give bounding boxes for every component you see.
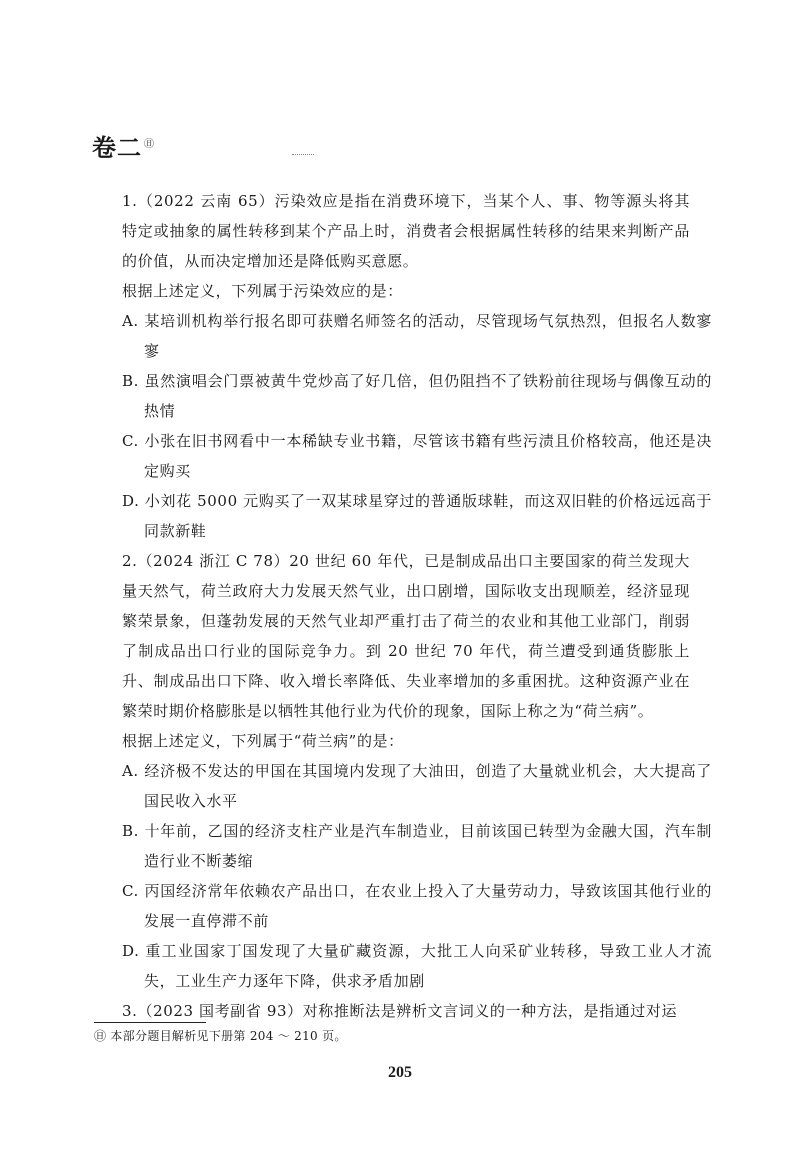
question-1-stem: 1.（2022 云南 65）污染效应是指在消费环境下，当某个人、事、物等源头将其特定或抽象的属性转移到某个产品上时，消费者会根据属性转移的结果来判断产品的价值，从而决定增加还是降低购买意愿。 xyxy=(122,192,690,270)
question-2-prompt: 根据上述定义，下列属于“荷兰病”的是： xyxy=(122,732,404,750)
question-2-option-c: C. 丙国经济常年依赖农产品出口，在农业上投入了大量劳动力，导致该国其他行业的发展一直停滞不前 xyxy=(122,882,712,930)
footnote: ㊐ 本部分题目解析见下册第 204 ～ 210 页。 xyxy=(94,1029,347,1043)
scan-speck xyxy=(292,152,314,155)
question-3-stem: 3.（2023 国考副省 93）对称推断法是辨析文言词义的一种方法，是指通过对运 xyxy=(122,1002,678,1020)
question-2-option-b: B. 十年前，乙国的经济支柱产业是汽车制造业，目前该国已转型为金融大国，汽车制造行业不断萎缩 xyxy=(122,822,712,870)
question-1-option-a: A. 某培训机构举行报名即可获赠名师签名的活动，尽管现场气氛热烈，但报名人数寥寥 xyxy=(122,312,712,360)
footnote-divider xyxy=(94,1022,206,1023)
section-title: 卷二 xyxy=(92,134,142,162)
question-2-option-d: D. 重工业国家丁国发现了大量矿藏资源，大批工人向采矿业转移，导致工业人才流失，工业生产力逐年下降，供求矛盾加剧 xyxy=(122,942,712,990)
question-1-option-d: D. 小刘花 5000 元购买了一双某球星穿过的普通版球鞋，而这双旧鞋的价格远远高于同款新鞋 xyxy=(122,492,712,540)
question-2-stem: 2.（2024 浙江 C 78）20 世纪 60 年代，已是制成品出口主要国家的荷兰发现大量天然气，荷兰政府大力发展天然气业，出口剧增，国际收支出现顺差，经济显现繁荣景象，但蓬勃发展的天然气业却严重打击了荷兰的农业和其他工业部门，削弱了制成品出口行业的国际竞争力。到 20 世纪 70 年代，荷兰遭受到通货膨胀上升、制成品出口下降、收入增长率降低、失业率增加的多重困扰。这种资源产业在繁荣时期价格膨胀是以牺牲其他行业为代价的现象，国际上称之为“荷兰病”。 xyxy=(122,552,690,720)
page-number: 205 xyxy=(388,1064,412,1081)
question-1-prompt: 根据上述定义，下列属于污染效应的是： xyxy=(122,282,403,300)
footnote-mark-icon: ㊐ xyxy=(144,139,155,150)
question-1-option-b: B. 虽然演唱会门票被黄牛党炒高了好几倍，但仍阻挡不了铁粉前往现场与偶像互动的热情 xyxy=(122,372,712,420)
question-2-option-a: A. 经济极不发达的甲国在其国境内发现了大油田，创造了大量就业机会，大大提高了国民收入水平 xyxy=(122,762,712,810)
section-heading xyxy=(92,128,155,163)
question-1-option-c: C. 小张在旧书网看中一本稀缺专业书籍，尽管该书籍有些污渍且价格较高，他还是决定购买 xyxy=(122,432,712,480)
